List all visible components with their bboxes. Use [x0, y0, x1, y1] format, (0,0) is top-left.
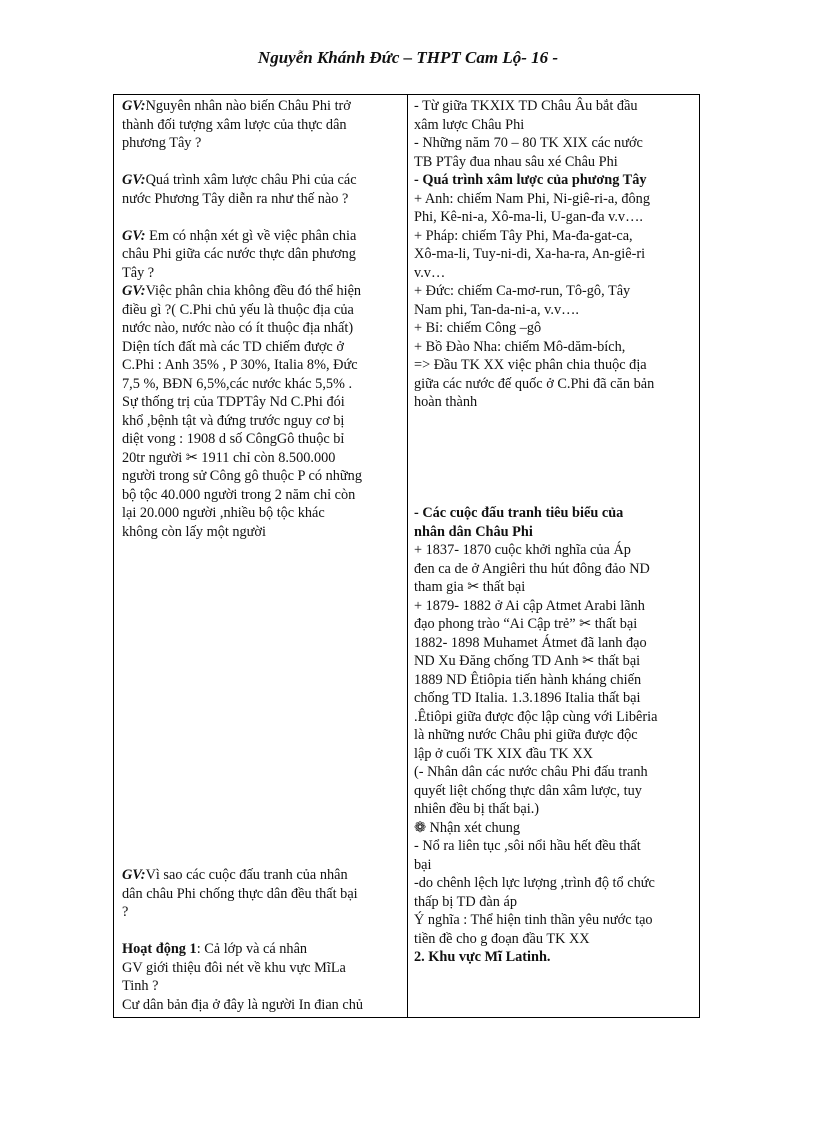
- activity-1: Hoạt động 1: Cả lớp và cá nhân GV giới thiệu đôi nét về khu vực MĩLa Tinh ? Cư dân bản địa ở đây là người In đian chủ: [122, 941, 364, 1013]
- section-heading: 2. Khu vực Mĩ Latinh.: [414, 949, 551, 965]
- question-1: GV:Nguyên nhân nào biến Châu Phi trở thành đối tượng xâm lược của thực dân phương Tây ?: [122, 98, 351, 151]
- answer-3: - Các cuộc đấu tranh tiêu biểu của nhân dân Châu Phi + 1837- 1870 cuộc khởi nghĩa của Áp đen ca de ở Angiêri thu hút đông đảo ND tham gia ✂ thất bại + 1879- 1882 ở Ai cập Atmet Arabi lãnh đạo phong trào “Ai Cập trẻ” ✂ thất bại 1882- 1898 Muhamet Átmet đã lanh đạo ND Xu Đăng chống TD Anh ✂ thất bại 1889 ND Êtiôpia tiến hành kháng chiến chống TD Italia. 1.3.1896 Italia thất bại .Êtiôpi giữa được độc lập cùng với Libêria là những nước Châu phi giữa được độc lập ở cuối TK XIX đầu TK XX (- Nhân dân các nước châu Phi đấu tranh quyết liệt chống thực dân xâm lược, tuy nhiên đều bị thất bại.) ❁ Nhận xét chung - Nổ ra liên tục ,sôi nổi hầu hết đều thất bại -do chênh lệch lực lượng ,trình độ tổ chức thấp bị TD đàn áp Ý nghĩa : Thể hiện tinh thần yêu nước tạo tiền đề cho g đoạn đầu TK XX 2. Khu vực Mĩ Latinh.: [414, 504, 694, 967]
- column-divider: [407, 95, 408, 1017]
- question-5: GV:Vì sao các cuộc đấu tranh của nhân dân châu Phi chống thực dân đều thất bại ?: [122, 867, 358, 920]
- section-heading: - Quá trình xâm lược của phương Tây: [414, 172, 647, 188]
- question-3: GV: Em có nhận xét gì về việc phân chia châu Phi giữa các nước thực dân phương Tây ?: [122, 227, 357, 281]
- question-4: GV:Việc phân chia không đều đó thể hiện điều gì ?( C.Phi chủ yếu là thuộc địa của nước nào, nước nào có ít thuộc địa nhất) Diện tích đất mà các TD chiếm được ở C.Phi : Anh 35% , P 30%, Italia 8%, Đức 7,5 %, BĐN 6,5%,các nước khác 5,5% . Sự thống trị của TDPTây Nd C.Phi đói khổ ,bệnh tật và đứng trước nguy cơ bị diệt vong : 1908 d số CôngGô thuộc bỉ 20tr người ✂ 1911 chỉ còn 8.500.000 người trong sử Công gô thuộc P có những bộ tộc 40.000 người trong 2 năm chỉ còn lại 20.000 người ,nhiều bộ tộc khác không còn lấy một người: [122, 283, 362, 540]
- answer-2: - Quá trình xâm lược của phương Tây + Anh: chiếm Nam Phi, Ni-giê-ri-a, đông Phi, Kê-ni-a, Xô-ma-li, U-gan-đa v.v…. + Pháp: chiếm Tây Phi, Ma-đa-gat-ca, Xô-ma-li, Tuy-ni-di, Xa-ha-ra, An-giê-ri v.v… + Đức: chiếm Ca-mơ-run, Tô-gô, Tây Nam phi, Tan-da-ni-a, v.v…. + Bỉ: chiếm Công –gô + Bồ Đào Nha: chiếm Mô-dăm-bích, => Đầu TK XX việc phân chia thuộc địa giữa các nước đế quốc ở C.Phi đã căn bản hoàn thành: [414, 171, 694, 412]
- question-2: GV:Quá trình xâm lược châu Phi của các nước Phương Tây diễn ra như thế nào ?: [122, 172, 357, 207]
- teacher-column: [122, 97, 402, 1013]
- answer-1: - Từ giữa TKXIX TD Châu Âu bắt đầu xâm lược Châu Phi - Những năm 70 – 80 TK XIX các nước TB PTây đua nhau sâu xé Châu Phi: [414, 98, 643, 170]
- content-column: [414, 97, 694, 965]
- content-table: [113, 94, 700, 1018]
- page-header: Nguyễn Khánh Đức – THPT Cam Lộ- 16 -: [257, 48, 559, 67]
- section-heading: - Các cuộc đấu tranh tiêu biểu của: [414, 505, 624, 521]
